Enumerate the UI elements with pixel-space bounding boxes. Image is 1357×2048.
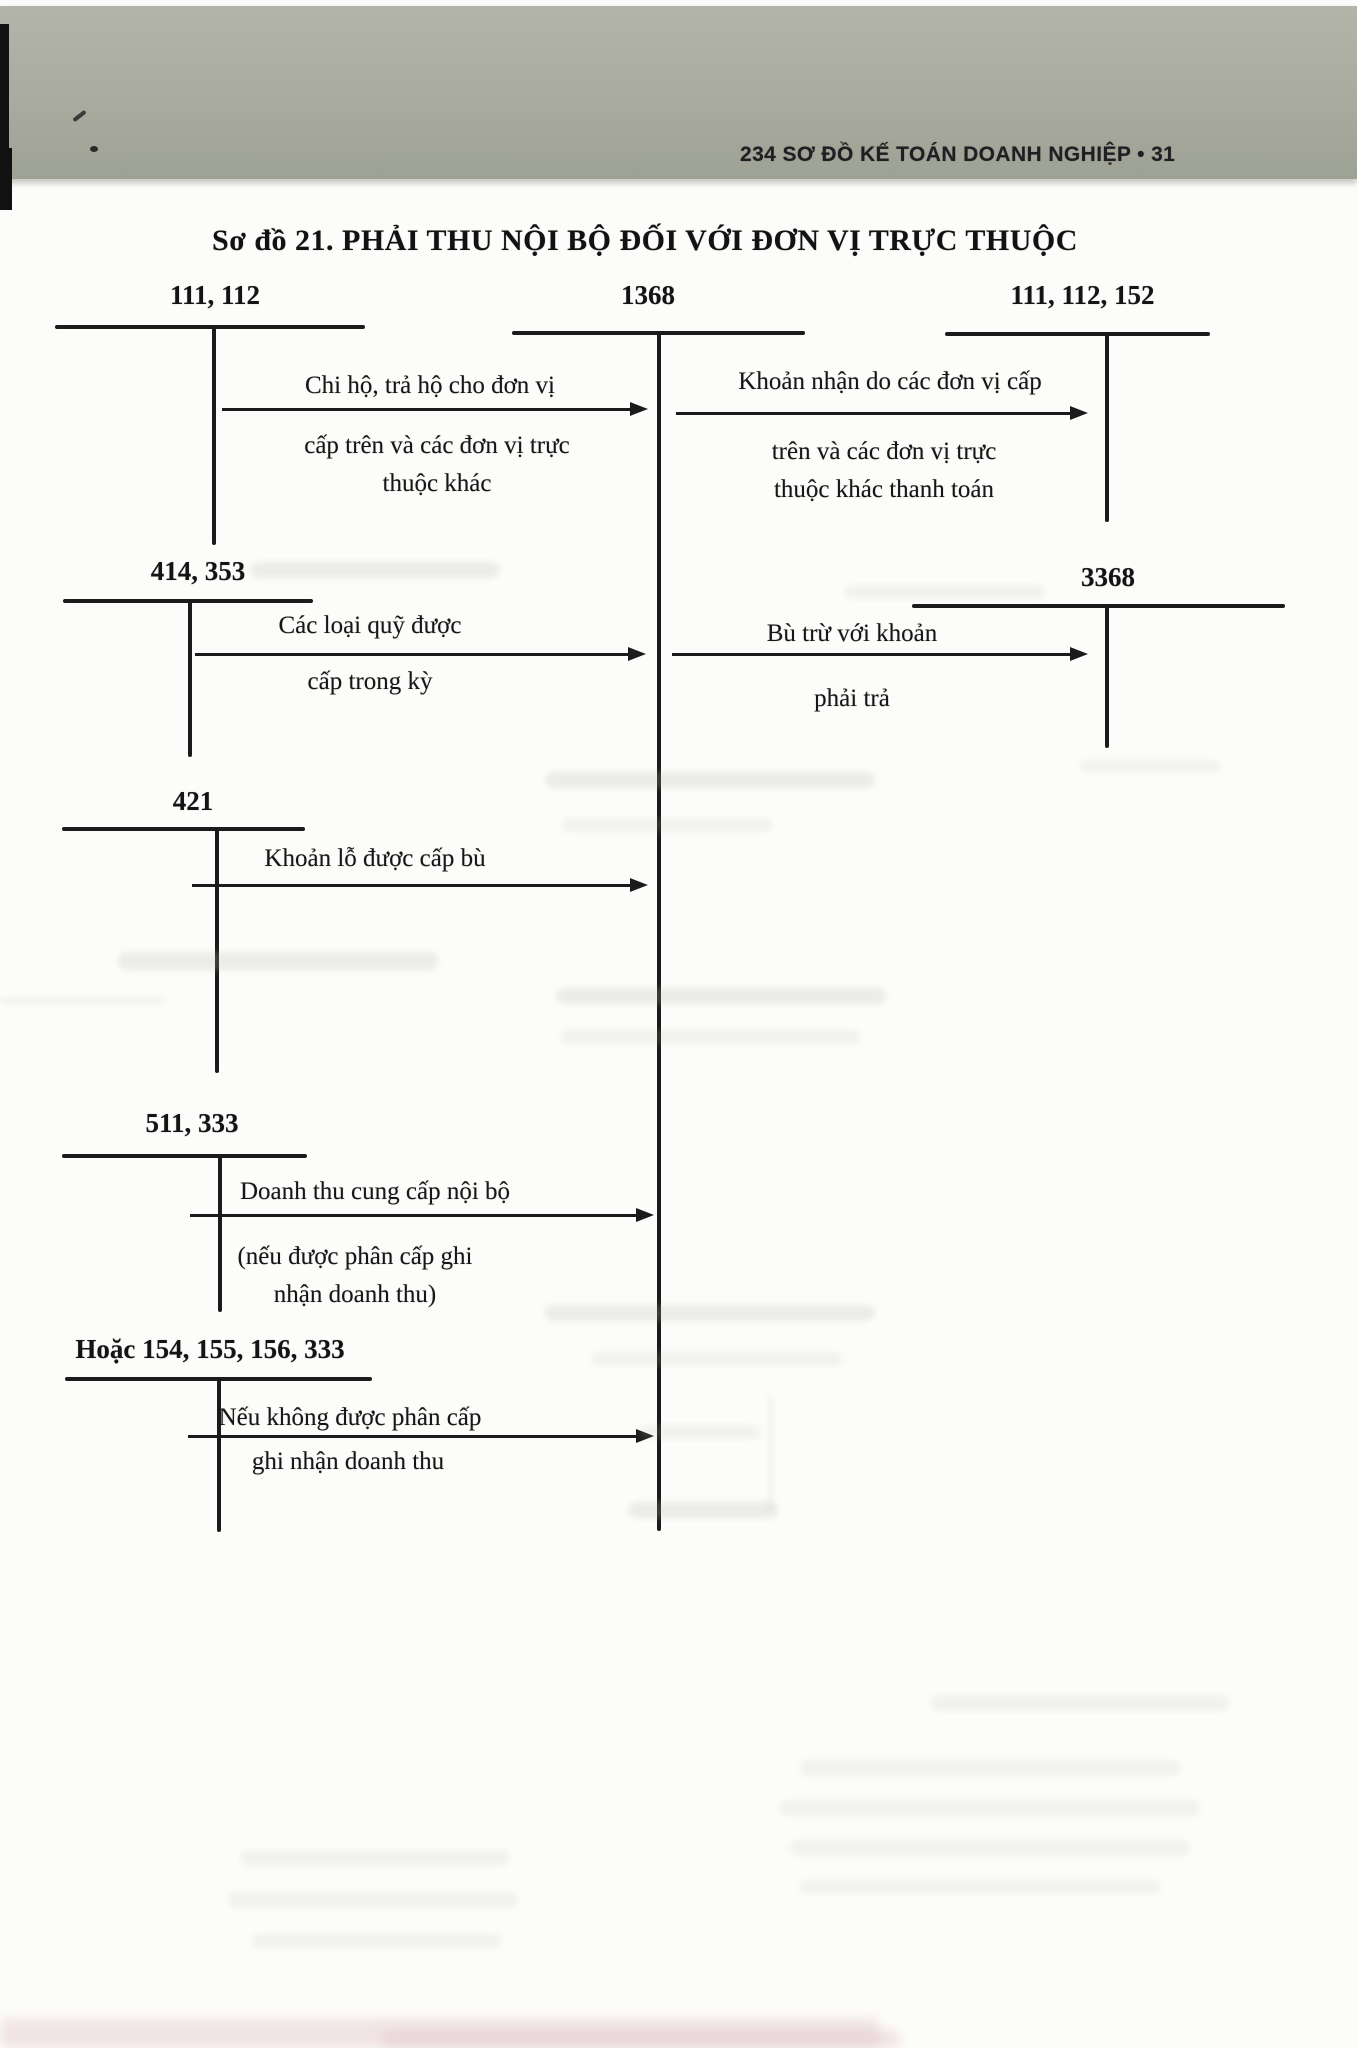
account-label-421: 421	[172, 786, 214, 816]
t-account-stem	[1105, 332, 1109, 522]
arrowhead-icon	[630, 878, 648, 892]
bleed-through-artifact	[118, 952, 438, 970]
entry-text: thuộc khác thanh toán	[773, 476, 995, 503]
arrowhead-icon	[1070, 406, 1088, 420]
t-account-stem	[188, 599, 192, 757]
flow-arrow-right	[192, 884, 630, 887]
account-label-111-112: 111, 112	[169, 280, 261, 310]
bleed-through-artifact	[845, 585, 1045, 599]
entry-text: Nếu không được phân cấp	[218, 1404, 482, 1431]
ink-speck	[90, 146, 98, 152]
arrowhead-icon	[630, 402, 648, 416]
entry-text: (nếu được phân cấp ghi	[237, 1243, 473, 1270]
entry-text: Khoản nhận do các đơn vị cấp	[738, 368, 1042, 395]
account-label-1368: 1368	[621, 280, 675, 310]
entry-text: Khoản lỗ được cấp bù	[264, 845, 486, 872]
account-label-154-155-156-333: Hoặc 154, 155, 156, 333	[75, 1334, 345, 1364]
diagram-title: Sơ đồ 21. PHẢI THU NỘI BỘ ĐỐI VỚI ĐƠN VỊ TRỰC THUỘC	[212, 224, 1078, 257]
bleed-through-artifact	[250, 562, 500, 578]
entry-text: ghi nhận doanh thu	[251, 1448, 445, 1475]
bleed-through-artifact	[1080, 760, 1220, 772]
bleed-through-artifact	[800, 1880, 1160, 1894]
bleed-through-artifact	[560, 1030, 860, 1044]
entry-text: Bù trừ với khoản	[766, 620, 938, 647]
bleed-through-artifact	[790, 1840, 1190, 1856]
flow-arrow-right	[676, 412, 1070, 415]
bleed-through-artifact	[592, 1352, 842, 1366]
entry-text: Chi hộ, trả hộ cho đơn vị	[305, 372, 555, 399]
bleed-through-artifact	[545, 1305, 875, 1321]
account-label-511-333: 511, 333	[145, 1108, 239, 1138]
page-bottom-bleed	[380, 2030, 900, 2048]
entry-text: phải trả	[814, 685, 890, 712]
bleed-through-artifact	[252, 1934, 502, 1948]
t-account-stem	[657, 331, 661, 1531]
bleed-through-artifact	[240, 1850, 510, 1866]
t-account-topline	[912, 604, 1285, 608]
entry-text: cấp trong kỳ	[307, 668, 433, 695]
entry-text: trên và các đơn vị trực	[771, 438, 997, 465]
t-account-topline	[62, 1154, 307, 1158]
bleed-through-artifact	[768, 1395, 773, 1510]
entry-text: cấp trên và các đơn vị trực	[304, 432, 570, 459]
entry-text: Các loại quỹ được	[278, 612, 462, 639]
account-label-111-112-152: 111, 112, 152	[1010, 280, 1155, 310]
page-header: 234 SƠ ĐỒ KẾ TOÁN DOANH NGHIỆP • 31	[740, 143, 1176, 166]
t-account-topline	[55, 325, 365, 329]
flow-arrow-right	[672, 653, 1070, 656]
bleed-through-artifact	[800, 1760, 1180, 1776]
arrowhead-icon	[628, 647, 646, 661]
arrowhead-icon	[636, 1208, 654, 1222]
t-account-topline	[945, 332, 1210, 336]
bleed-through-artifact	[640, 1425, 760, 1439]
bleed-through-artifact	[545, 772, 875, 788]
flow-arrow-right	[190, 1214, 636, 1217]
bleed-through-artifact	[562, 818, 772, 832]
bleed-through-artifact	[0, 998, 165, 1004]
bleed-through-artifact	[930, 1695, 1230, 1711]
arrowhead-icon	[1070, 647, 1088, 661]
bleed-through-artifact	[556, 988, 886, 1004]
t-account-topline	[62, 827, 305, 831]
flow-arrow-right	[222, 408, 630, 411]
account-label-3368: 3368	[1081, 562, 1135, 592]
flow-arrow-right	[188, 1435, 636, 1438]
account-label-414-353: 414, 353	[150, 556, 246, 586]
entry-text: Doanh thu cung cấp nội bộ	[239, 1178, 511, 1205]
entry-text: nhận doanh thu)	[273, 1281, 437, 1308]
t-account-stem	[212, 325, 216, 545]
bleed-through-artifact	[228, 1892, 518, 1908]
flow-arrow-right	[195, 653, 628, 656]
bleed-through-artifact	[780, 1800, 1200, 1816]
t-account-stem	[1105, 604, 1109, 748]
book-spine-shadow	[0, 148, 12, 210]
entry-text: thuộc khác	[382, 470, 492, 497]
bleed-through-artifact	[628, 1502, 778, 1518]
